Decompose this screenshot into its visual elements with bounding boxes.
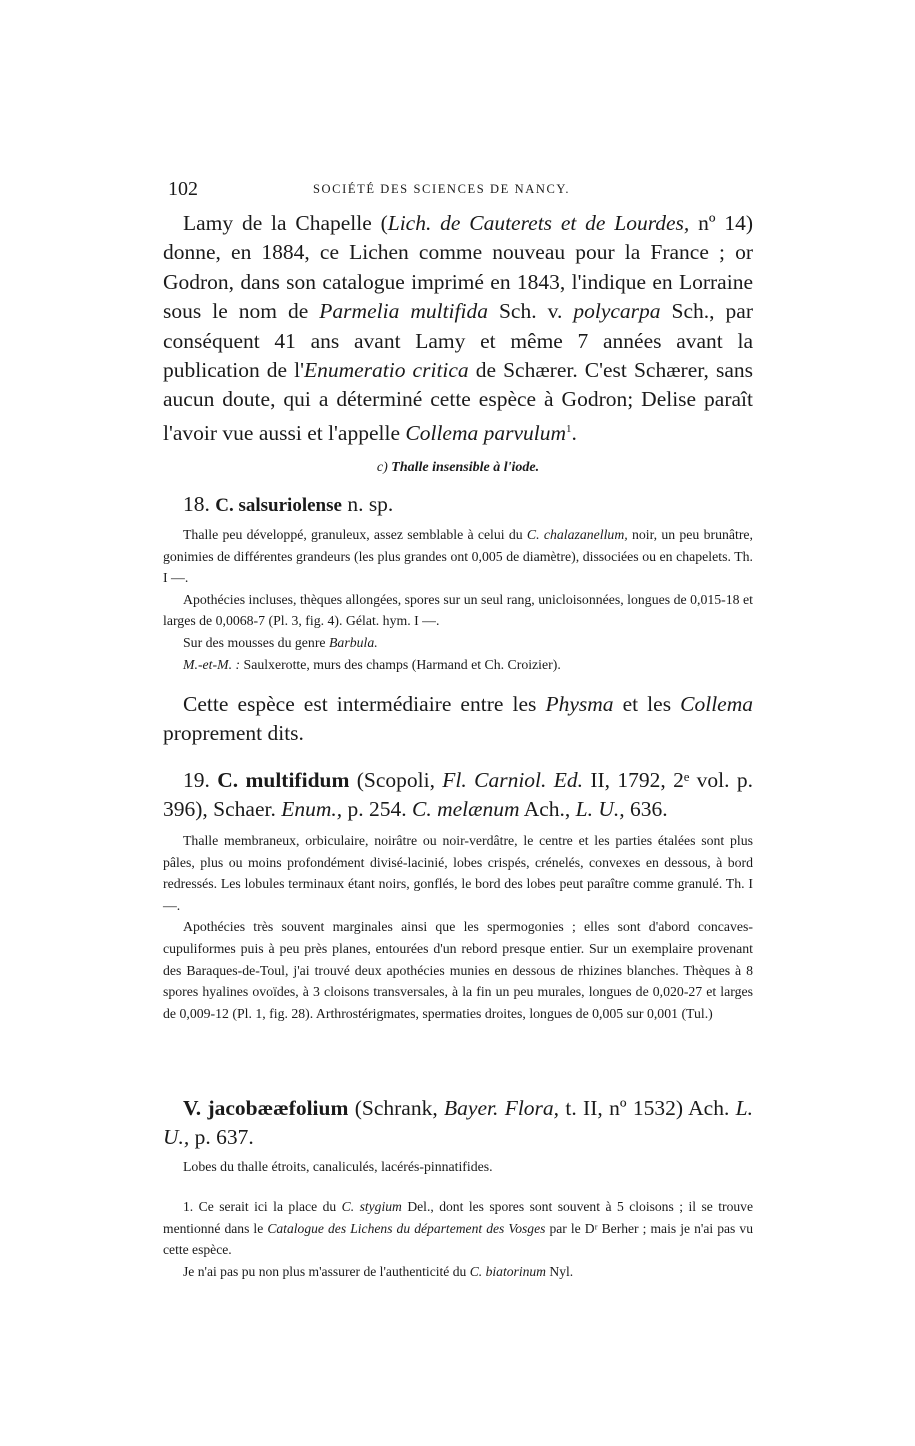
species-19-heading: 19. C. multifidum (Scopoli, Fl. Carniol. Ed. II, 1792, 2ᵉ vol. p. 396), Schaer. Enum., p. 254. C. melænum Ach., L. U., 636. — [163, 768, 753, 822]
species-18-heading: 18. C. salsuriolense n. sp. — [183, 492, 394, 516]
running-title: SOCIÉTÉ DES SCIENCES DE NANCY. — [313, 182, 571, 196]
variety-description: Lobes du thalle étroits, canaliculés, lacérés-pinnatifides. — [183, 1159, 493, 1174]
variety-heading: V. jacobææfolium (Schrank, Bayer. Flora, t. II, nº 1532) Ach. L. U., p. 637. — [163, 1096, 753, 1150]
page-header — [163, 178, 753, 202]
footnote: 1. Ce serait ici la place du C. stygium Del., dont les spores sont souvent à 5 cloisons ; il se trouve mentionné dans le Catalogue des Lichens du département des Vosges par le Dʳ Berher ; mais je n'ai pas vu cette espèce. Je n'ai pas pu non plus m'assurer de l'authenticité du C. biatorinum Nyl. — [163, 1199, 753, 1279]
section-heading: c) Thalle insensible à l'iode. — [376, 460, 540, 475]
page-number: 102 — [168, 178, 198, 200]
intro-paragraph: Lamy de la Chapelle (Lich. de Cauterets et de Lourdes, nº 14) donne, en 1884, ce Lichen comme nouveau pour la France ; or Godron, dans son catalogue imprimé en 1843, l'indique en Lorraine sous le nom de Parmelia multifida Sch. v. polycarpa Sch., par conséquent 41 ans avant Lamy et même 7 années avant la publication de l'Enumeratio critica de Schærer. C'est Schærer, sans aucun doute, qui a déterminé cette espèce à Godron; Delise paraît l'avoir vue aussi et l'appelle Collema parvulum$^1$. — [163, 211, 753, 445]
footnote-marker: 1 — [566, 422, 572, 435]
species-19-description: Thalle membraneux, orbiculaire, noirâtre ou noir-verdâtre, le centre et les parties étalées sont plus pâles, plus ou moins profondément divisé-lacinié, lobes crispés, crénelés, convexes en dessous, à bord redressés. Les lobules terminaux étant noirs, gonflés, le bord des lobes peut paraître comme granulé. Th. I —. Apothécies très souvent marginales ainsi que les spermogonies ; elles sont d'abord concaves-cupuliformes puis à peu près planes, entourées d'un rebord presque entier. Sur un exemplaire provenant des Baraques-de-Toul, j'ai trouvé deux apothécies munies en dessous de rhizines blanches. Thèques à 8 spores hyalines ovoïdes, à 3 cloisons transversales, à la fin un peu murales, longues de 0,020-27 et larges de 0,009-12 (Pl. 1, fig. 28). Arthrostérigmates, spermaties droites, longues de 0,005 sur 0,001 (Tul.) — [163, 833, 753, 1021]
species-18-note: Cette espèce est intermédiaire entre les Physma et les Collema proprement dits. — [163, 692, 753, 746]
species-18-description: Thalle peu développé, granuleux, assez semblable à celui du C. chalazanellum, noir, un peu brunâtre, gonimies de différentes grandeurs (les plus grandes ont 0,005 de diamètre), dissociées ou en chapelets. Th. I —. Apothécies incluses, thèques allongées, spores sur un seul rang, unicloisonnées, longues de 0,015-18 et larges de 0,0068-7 (Pl. 3, fig. 4). Gélat. hym. I —. Sur des mousses du genre Barbula. M.-et-M. : Saulxerotte, murs des champs (Harmand et Ch. Croizier). — [163, 527, 753, 672]
